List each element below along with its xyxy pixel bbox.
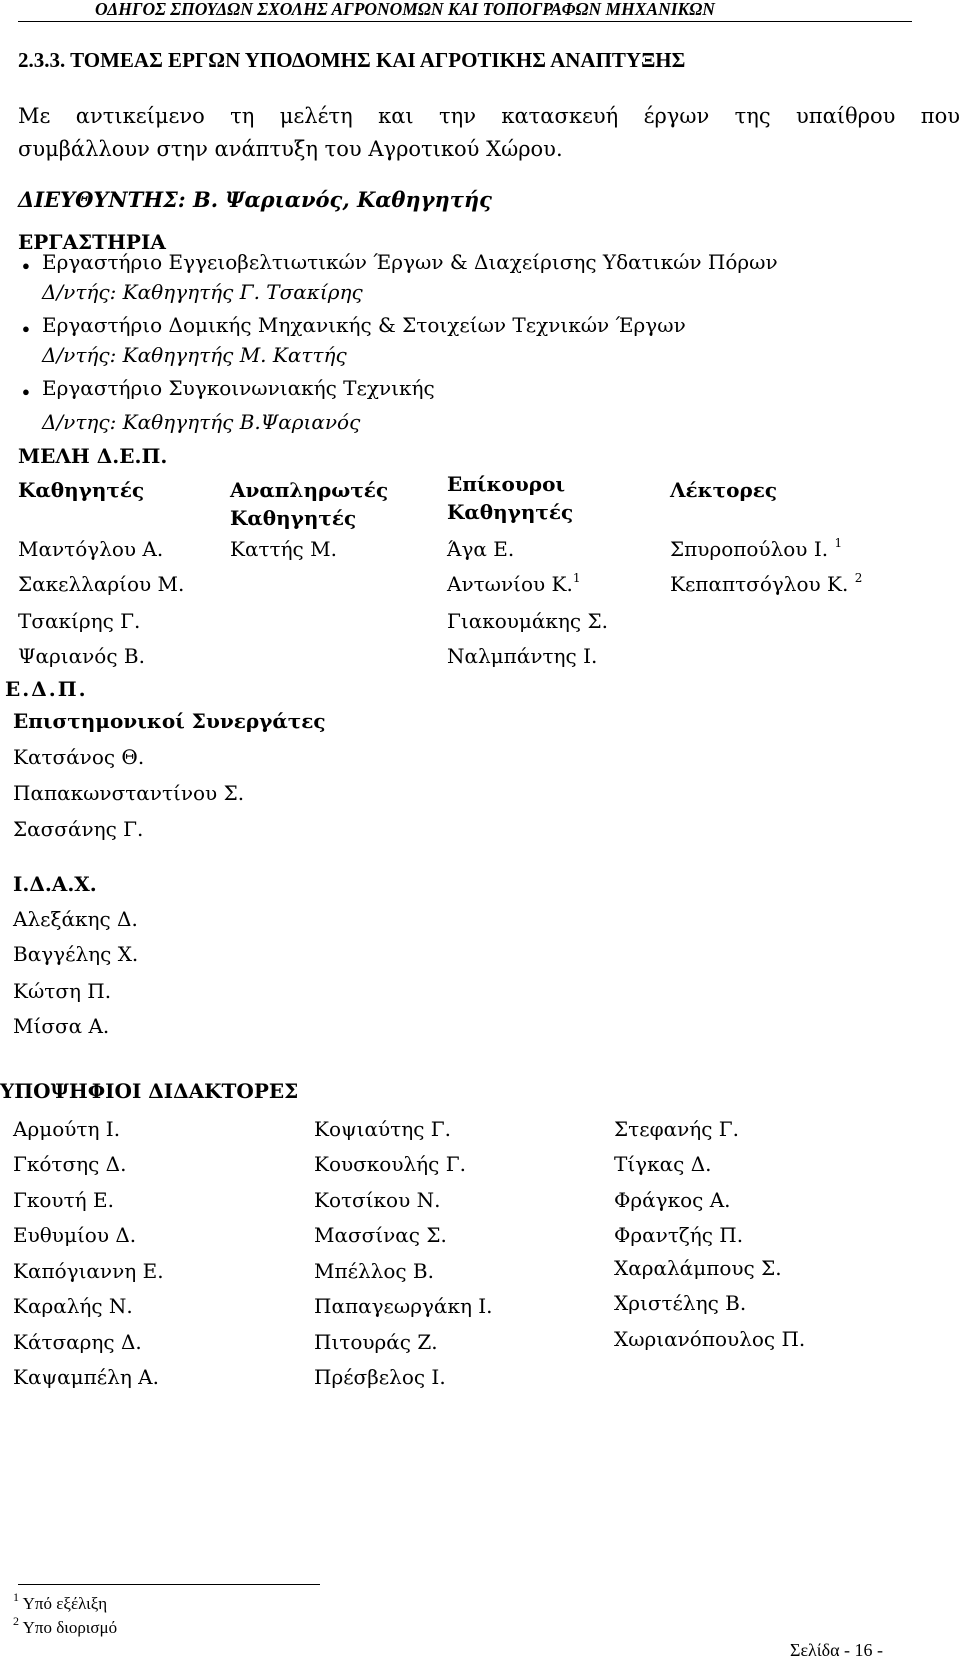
- phd-name: Ευθυμίου Δ.: [13, 1223, 137, 1247]
- phd-name: Χωριανόπουλος Π.: [614, 1327, 806, 1351]
- phd-name: Κάτσαρης Δ.: [13, 1330, 142, 1354]
- col-header-associate-line1: Αναπληρωτές: [230, 478, 389, 502]
- phd-name: Φράγκος Α.: [614, 1188, 731, 1212]
- edp-name: Κατσάνος Θ.: [13, 745, 145, 769]
- members-title: ΜΕΛΗ Δ.Ε.Π.: [18, 444, 168, 468]
- member-name-text: Αντωνίου Κ.: [447, 572, 573, 596]
- footnote-divider: [18, 1584, 320, 1585]
- edp-name: Παπακωνσταντίνου Σ.: [13, 781, 245, 805]
- lab-3-director: Δ/ντης: Καθηγητής Β.Ψαριανός: [42, 410, 361, 434]
- phd-name: Τίγκας Δ.: [614, 1152, 712, 1176]
- lab-2-director: Δ/ντής: Καθηγητής Μ. Καττής: [42, 343, 347, 367]
- footnote-text: Υπο διορισμό: [22, 1618, 118, 1637]
- lab-1-name: Εργαστήριο Εγγειοβελτιωτικών Έργων & Διαχείρισης Υδατικών Πόρων: [42, 250, 778, 274]
- phd-name: Καπόγιαννη Ε.: [13, 1259, 164, 1283]
- lab-3-name: Εργαστήριο Συγκοινωνιακής Τεχνικής: [42, 376, 435, 400]
- phd-name: Μασσίνας Σ.: [314, 1223, 447, 1247]
- member-name-text: Σπυροπούλου Ι.: [670, 537, 829, 561]
- footnote-number: 2: [13, 1614, 19, 1629]
- idax-name: Κώτση Π.: [13, 979, 112, 1003]
- phd-name: Χριστέλης Β.: [614, 1291, 747, 1315]
- member-name: Ψαριανός Β.: [18, 644, 145, 668]
- page-header-title: ΟΔΗΓΟΣ ΣΠΟΥΔΩΝ ΣΧΟΛΗΣ ΑΓΡΟΝΟΜΩΝ ΚΑΙ ΤΟΠΟΓΡΑΦΩΝ ΜΗΧΑΝΙΚΩΝ: [95, 0, 715, 19]
- phd-name: Πιτουράς Ζ.: [314, 1330, 438, 1354]
- footnote-number: 1: [13, 1590, 19, 1605]
- bullet-icon: ●: [22, 384, 30, 399]
- col-header-associate-line2: Καθηγητές: [230, 506, 357, 530]
- phd-name: Καραλής Ν.: [13, 1294, 133, 1318]
- edp-name: Σασσάνης Γ.: [13, 817, 144, 841]
- phd-name: Χαραλάμπους Σ.: [614, 1256, 782, 1280]
- page-number: Σελίδα - 16 -: [790, 1640, 884, 1660]
- member-name: Άγα Ε.: [447, 537, 515, 561]
- idax-name: Αλεξάκης Δ.: [13, 907, 138, 931]
- member-name: Μαντόγλου Α.: [18, 537, 164, 561]
- bullet-icon: ●: [22, 321, 30, 336]
- member-name-text: Κεπαπτσόγλου Κ.: [670, 572, 849, 596]
- phd-title: ΥΠΟΨΗΦΙΟΙ ΔΙΔΑΚΤΟΡΕΣ: [0, 1079, 299, 1103]
- section-intro: [18, 100, 960, 166]
- member-name: Γιακουμάκης Σ.: [447, 609, 608, 633]
- phd-name: Καψαμπέλη Α.: [13, 1365, 159, 1389]
- section-title: 2.3.3. ΤΟΜΕΑΣ ΕΡΓΩΝ ΥΠΟΔΟΜΗΣ ΚΑΙ ΑΓΡΟΤΙΚΗΣ ΑΝΑΠΤΥΞΗΣ: [18, 48, 686, 72]
- phd-name: Γκουτή Ε.: [13, 1188, 114, 1212]
- col-header-professors: Καθηγητές: [18, 478, 145, 502]
- footnote-1: [13, 1590, 108, 1614]
- phd-name: Κουσκουλής Γ.: [314, 1152, 466, 1176]
- member-name: [670, 572, 862, 596]
- member-name: Σακελλαρίου Μ.: [18, 572, 185, 596]
- phd-name: Στεφανής Γ.: [614, 1117, 740, 1141]
- edp-subtitle: Επιστημονικοί Συνεργάτες: [13, 709, 326, 733]
- phd-name: Παπαγεωργάκη Ι.: [314, 1294, 493, 1318]
- intro-line-2: συμβάλλουν στην ανάπτυξη του Αγροτικού Χώρου.: [18, 137, 563, 161]
- labs-title: ΕΡΓΑΣΤΗΡΙΑ: [18, 230, 166, 254]
- intro-line-1: Με αντικείμενο τη μελέτη και την κατασκευή έργων της υπαίθρου που: [18, 104, 960, 128]
- footnote-ref: 2: [854, 571, 863, 586]
- footnote-text: Υπό εξέλιξη: [22, 1594, 108, 1613]
- bullet-icon: ●: [22, 258, 30, 273]
- col-header-assistant-line1: Επίκουροι: [447, 472, 566, 496]
- col-header-assistant-line2: Καθηγητές: [447, 500, 574, 524]
- footnote-ref: 1: [834, 536, 843, 551]
- header-divider: [18, 21, 912, 22]
- member-name: Τσακίρης Γ.: [18, 609, 141, 633]
- phd-name: Κοψιαύτης Γ.: [314, 1117, 452, 1141]
- col-header-lecturers: Λέκτορες: [670, 478, 778, 502]
- phd-name: Φραντζής Π.: [614, 1223, 744, 1247]
- member-name: [447, 572, 580, 596]
- idax-name: Μίσσα Α.: [13, 1014, 110, 1038]
- edp-title: Ε.Δ.Π.: [5, 677, 88, 701]
- lab-1-director: Δ/ντής: Καθηγητής Γ. Τσακίρης: [42, 280, 363, 304]
- member-name: Ναλμπάντης Ι.: [447, 644, 598, 668]
- phd-name: Γκότσης Δ.: [13, 1152, 127, 1176]
- phd-name: Πρέσβελος Ι.: [314, 1365, 446, 1389]
- lab-2-name: Εργαστήριο Δομικής Μηχανικής & Στοιχείων Τεχνικών Έργων: [42, 313, 686, 337]
- idax-title: Ι.Δ.Α.Χ.: [13, 872, 97, 896]
- member-name: Καττής Μ.: [230, 537, 337, 561]
- phd-name: Κοτσίκου Ν.: [314, 1188, 441, 1212]
- footnote-2: [13, 1614, 118, 1638]
- member-name: [670, 537, 842, 561]
- footnote-ref: 1: [572, 571, 581, 586]
- section-director: ΔΙΕΥΘΥΝΤΗΣ: Β. Ψαριανός, Καθηγητής: [18, 187, 492, 212]
- idax-name: Βαγγέλης Χ.: [13, 942, 139, 966]
- phd-name: Μπέλλος Β.: [314, 1259, 434, 1283]
- phd-name: Αρμούτη Ι.: [13, 1117, 121, 1141]
